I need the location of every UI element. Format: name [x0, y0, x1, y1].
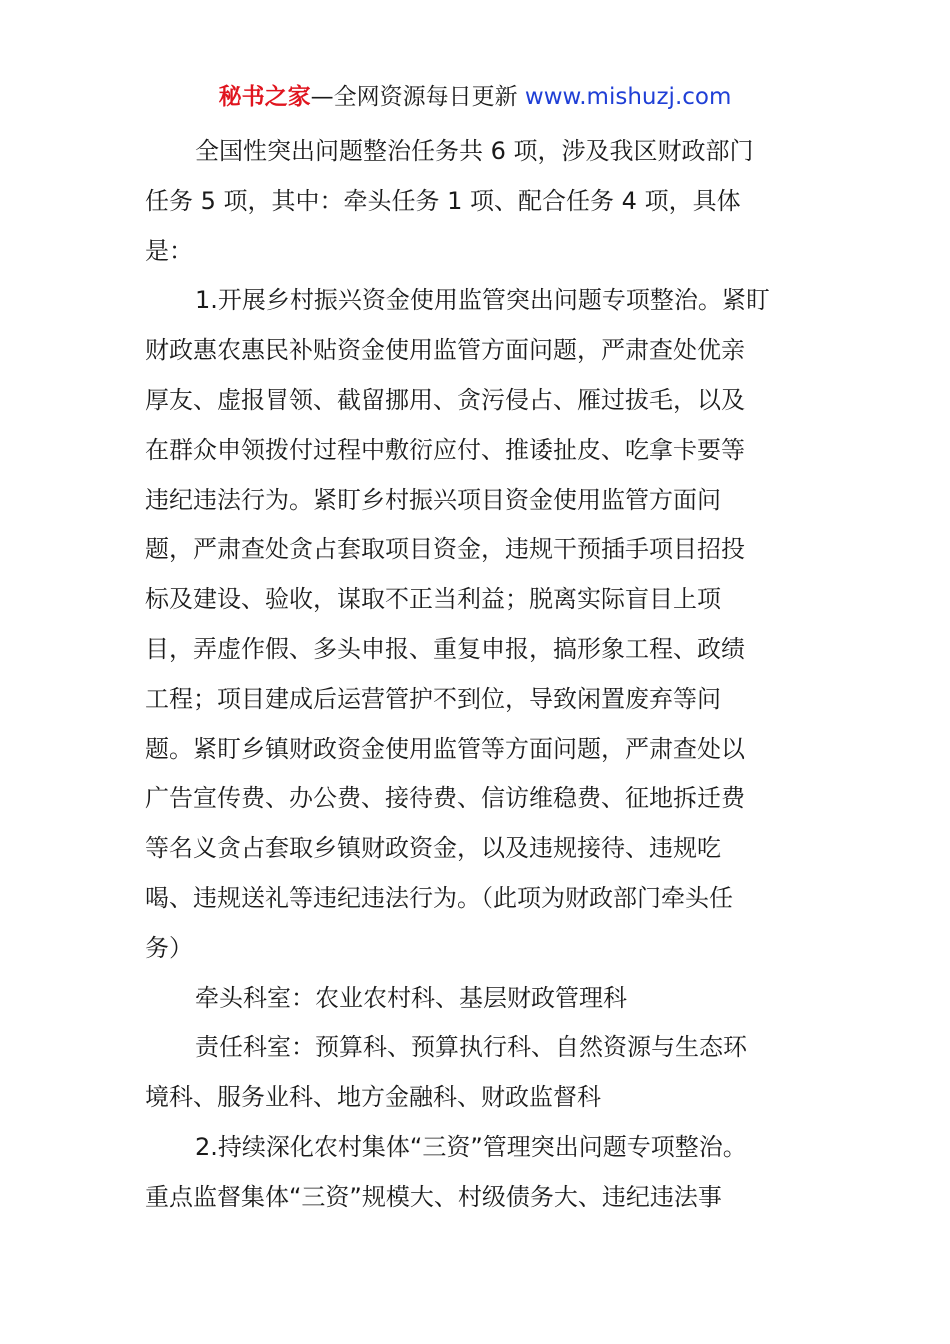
paragraph-line: 目，弄虚作假、多头申报、重复申报，搞形象工程、政绩	[145, 634, 745, 663]
document-body	[145, 127, 805, 1223]
paragraph-line: 1.开展乡村振兴资金使用监管突出问题专项整治。紧盯	[195, 286, 770, 315]
paragraph-line: 厚友、虚报冒领、截留挪用、贪污侵占、雁过拔毛，以及	[145, 385, 745, 414]
paragraph-line: 责任科室：预算科、预算执行科、自然资源与生态环	[195, 1033, 747, 1062]
paragraph-line: 违纪违法行为。紧盯乡村振兴项目资金使用监管方面问	[145, 485, 721, 514]
paragraph-line: 等名义贪占套取乡镇财政资金，以及违规接待、违规吃	[145, 834, 721, 863]
paragraph-line: 广告宣传费、办公费、接待费、信访维稳费、征地拆迁费	[145, 784, 745, 813]
paragraph-line: 2.持续深化农村集体“三资”管理突出问题专项整治。	[195, 1132, 747, 1161]
paragraph-line: 在群众申领拨付过程中敷衍应付、推诿扯皮、吃拿卡要等	[145, 435, 745, 464]
brand-name: 秘书之家	[218, 84, 311, 110]
paragraph-line: 牵头科室：农业农村科、基层财政管理科	[195, 983, 627, 1012]
paragraph-line: 是：	[145, 236, 193, 265]
site-url-link[interactable]: www.mishuzj.com	[524, 84, 732, 110]
paragraph-line: 务）	[145, 933, 193, 962]
header-tagline: —全网资源每日更新	[310, 84, 518, 110]
paragraph-line: 重点监督集体“三资”规模大、村级债务大、违纪违法事	[145, 1182, 722, 1211]
site-header	[0, 80, 950, 114]
paragraph-line: 全国性突出问题整治任务共 6 项，涉及我区财政部门	[195, 137, 754, 165]
paragraph-line: 财政惠农惠民补贴资金使用监管方面问题，严肃查处优亲	[145, 336, 745, 365]
paragraph-line: 工程；项目建成后运营管护不到位，导致闲置废弃等问	[145, 684, 721, 713]
paragraph-line: 境科、服务业科、地方金融科、财政监督科	[145, 1083, 601, 1112]
paragraph-line: 题，严肃查处贪占套取项目资金，违规干预插手项目招投	[145, 535, 745, 564]
paragraph-line: 任务 5 项，其中：牵头任务 1 项、配合任务 4 项，具体	[145, 186, 741, 215]
paragraph-line: 题。紧盯乡镇财政资金使用监管等方面问题，严肃查处以	[145, 734, 745, 763]
paragraph-line: 标及建设、验收，谋取不正当利益；脱离实际盲目上项	[145, 585, 721, 614]
paragraph-line: 喝、违规送礼等违纪违法行为。（此项为财政部门牵头任	[145, 883, 733, 912]
